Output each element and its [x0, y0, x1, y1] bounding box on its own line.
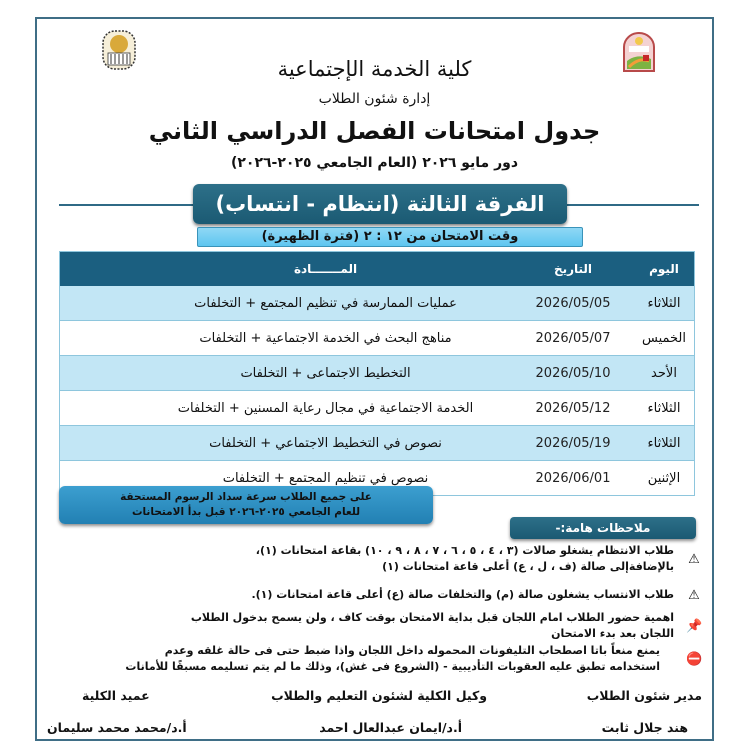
subject-cell: التخطيط الاجتماعى + التخلفات: [60, 356, 513, 391]
day-cell: الثلاثاء: [634, 426, 695, 461]
note-item: [256, 543, 674, 575]
level-banner: الفرقة الثالثة (انتظام - انتساب): [193, 184, 567, 224]
fee-notice-line-1: على جميع الطلاب سرعة سداد الرسوم المستحقة: [120, 491, 372, 503]
subject-cell: مناهج البحث في الخدمة الاجتماعية + التخلفات: [60, 321, 513, 356]
pushpin-icon: 📌: [686, 619, 703, 634]
subject-cell: الخدمة الاجتماعية في مجال رعاية المسنين + التخلفات: [60, 391, 513, 426]
day-cell: الثلاثاء: [634, 391, 695, 426]
column-header-subject: المـــــــادة: [60, 252, 513, 287]
date-cell: 2026/05/07: [512, 321, 634, 356]
table-row: [60, 286, 695, 321]
fee-notice-line-2: للعام الجامعي ٢٠٢٥-٢٠٢٦ قبل بدأ الامتحانات: [131, 506, 361, 518]
warning-icon: ⚠: [688, 552, 700, 567]
day-cell: الخميس: [634, 321, 695, 356]
fee-notice-box: [59, 486, 433, 524]
signature-name: أ.د/ايمان عبدالعال احمد: [319, 720, 462, 735]
note-line: استخدامه تطبق عليه العقوبات التأديبية - (الشروع فى غش)، وذلك ما لم يتم تسليمه مسبقًا للأمانات: [125, 660, 660, 673]
date-cell: 2026/05/19: [512, 426, 634, 461]
subject-cell: نصوص في التخطيط الاجتماعي + التخلفات: [60, 426, 513, 461]
document-frame: [35, 17, 714, 741]
signature-role: عميد الكلية: [82, 688, 150, 703]
day-cell: الثلاثاء: [634, 286, 695, 321]
column-header-day: اليوم: [634, 252, 695, 287]
date-cell: 2026/05/05: [512, 286, 634, 321]
no-entry-icon: ⛔: [686, 652, 703, 667]
subject-cell: نصوص في تنظيم المجتمع + التخلفات: [60, 461, 513, 496]
subject-cell: عمليات الممارسة في تنظيم المجتمع + التخلفات: [60, 286, 513, 321]
note-item: [251, 587, 674, 603]
exam-time-bar: وقت الامتحان من ١٢ : ٢ (فترة الظهيرة): [197, 227, 583, 247]
date-cell: 2026/06/01: [512, 461, 634, 496]
signature-name: هند جلال ثابت: [601, 720, 688, 735]
exam-schedule-table: [59, 251, 695, 496]
warning-icon: ⚠: [688, 588, 700, 603]
day-cell: الإثنين: [634, 461, 695, 496]
signature-name: أ.د/محمد محمد سليمان: [47, 720, 187, 735]
notes-heading: ملاحظات هامة:-: [510, 517, 696, 539]
table-row: [60, 356, 695, 391]
table-row: [60, 426, 695, 461]
note-line: اللجان بعد بدء الامتحان: [551, 627, 674, 640]
date-cell: 2026/05/12: [512, 391, 634, 426]
note-line: يمنع منعاً باتا اصطحاب التليفونات المحموله داخل اللجان واذا ضبط حتى فى حالة غلقه وعدم: [164, 644, 660, 657]
note-line: بالإضافةإلى صالة (ف ، ل ، ع) أعلى قاعة امتحانات (١): [382, 560, 674, 573]
column-header-date: التاريخ: [512, 252, 634, 287]
department-name: إدارة شئون الطلاب: [318, 91, 431, 107]
note-line: طلاب الانتظام يشغلو صالات (٣ ، ٤ ، ٥ ، ٦ ، ٧ ، ٨ ، ٩ ، ١٠) بقاعة امتحانات (١)،: [255, 544, 674, 557]
signature-role: مدير شئون الطلاب: [586, 688, 702, 703]
table-row: [60, 391, 695, 426]
table-header-row: [60, 252, 695, 287]
day-cell: الأحد: [634, 356, 695, 391]
table-row: [60, 321, 695, 356]
note-line: اهمية حضور الطلاب امام اللجان قبل بداية الامتحان بوقت كاف ، ولن يسمح بدخول الطلاب: [190, 611, 674, 624]
date-cell: 2026/05/10: [512, 356, 634, 391]
note-item: [125, 643, 660, 675]
page-title: جدول امتحانات الفصل الدراسي الثاني: [148, 117, 601, 145]
signature-role: وكيل الكلية لشئون التعليم والطلاب: [271, 688, 487, 703]
note-line: طلاب الانتساب يشغلون صالة (م) والتخلفات صالة (ع) أعلى قاعة امتحانات (١).: [251, 588, 674, 601]
exam-session: دور مايو ٢٠٢٦ (العام الجامعي ٢٠٢٥-٢٠٢٦): [230, 155, 519, 171]
college-name: كلية الخدمة الإجتماعية: [277, 57, 472, 81]
note-item: [191, 610, 674, 642]
